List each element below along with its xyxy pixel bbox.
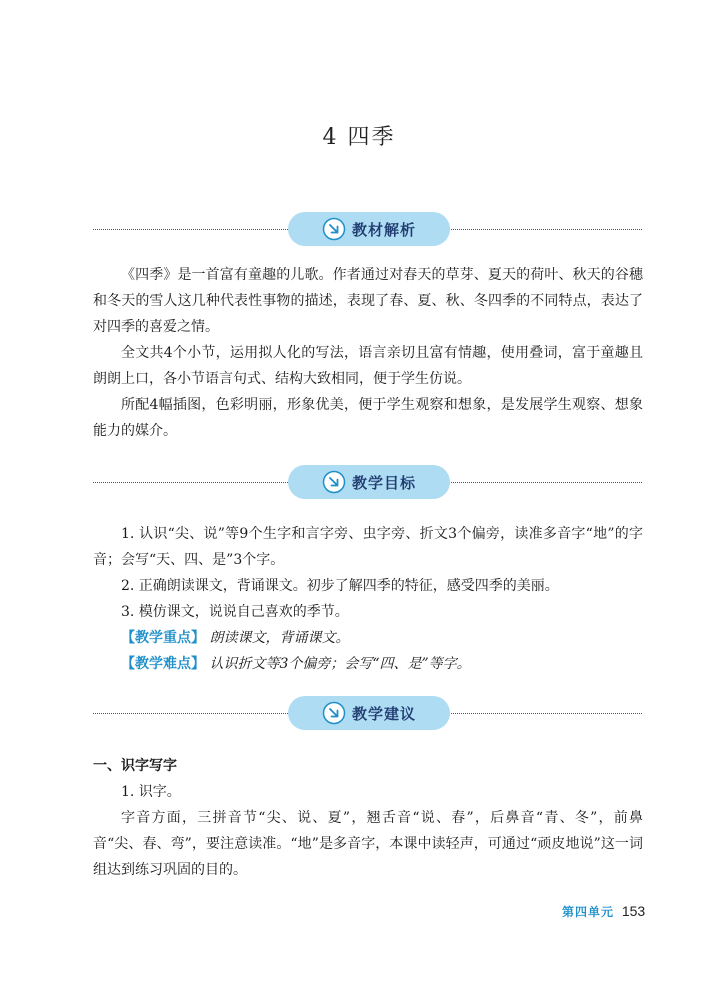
section-pill [288, 465, 450, 499]
goal-item: 2. 正确朗读课文，背诵课文。初步了解四季的特征，感受四季的美丽。 [121, 578, 559, 594]
section-label: 教学目标 [351, 473, 416, 492]
sub-heading: 1. 识字。 [121, 784, 181, 800]
section-label: 教学建议 [351, 704, 416, 723]
difficulty-tag: 【教学难点】 [121, 656, 205, 672]
section-pill [288, 696, 450, 730]
goal-item: 1. 认识“尖、说”等9个生字和言字旁、虫字旁、折文3个偏旁，读准多音字“地”的字音；会写“天、四、是”3个字。 [93, 526, 643, 568]
lesson-title: 4 四季 [322, 125, 396, 150]
analysis-body [93, 262, 643, 444]
section-header-goals [93, 465, 642, 501]
goals-body [93, 521, 643, 677]
paragraph: 《四季》是一首富有童趣的儿歌。作者通过对春天的草芽、夏天的荷叶、秋天的谷穗和冬天的雪人这几种代表性事物的描述，表现了春、夏、秋、冬四季的不同特点，表达了对四季的喜爱之情。 [93, 267, 643, 335]
focus-tag: 【教学重点】 [121, 630, 205, 646]
arrow-circle-icon [322, 701, 346, 725]
focus-text: 朗读课文，背诵课文。 [209, 630, 350, 646]
arrow-circle-icon [322, 470, 346, 494]
subsection-heading: 一、识字写字 [93, 758, 177, 774]
suggestions-body [93, 753, 643, 883]
paragraph: 字音方面，三拼音节“尖、说、夏”，翘舌音“说、春”，后鼻音“青、冬”，前鼻音“尖、春、弯”，要注意读准。“地”是多音字，本课中读轻声，可通过“顽皮地说”这一词组达到练习巩固的目的。 [93, 810, 643, 878]
arrow-circle-icon [322, 217, 346, 241]
goal-item: 3. 模仿课文，说说自己喜欢的季节。 [121, 604, 349, 620]
difficulty-line [93, 651, 643, 677]
focus-line [93, 625, 643, 651]
unit-label: 第四单元 [562, 905, 615, 919]
paragraph: 全文共4个小节，运用拟人化的写法，语言亲切且富有情趣，使用叠词，富于童趣且朗朗上口，各小节语言句式、结构大致相同，便于学生仿说。 [93, 345, 643, 387]
page-number: 153 [621, 903, 646, 919]
section-pill [288, 212, 450, 246]
section-header-analysis [93, 212, 642, 248]
difficulty-text: 认识折文等3个偏旁；会写“四、是”等字。 [209, 656, 471, 672]
paragraph: 所配4幅插图，色彩明丽，形象优美，便于学生观察和想象，是发展学生观察、想象能力的媒介。 [93, 397, 643, 439]
section-label: 教材解析 [351, 220, 416, 239]
page-footer [562, 903, 645, 920]
section-header-suggestions [93, 696, 642, 732]
